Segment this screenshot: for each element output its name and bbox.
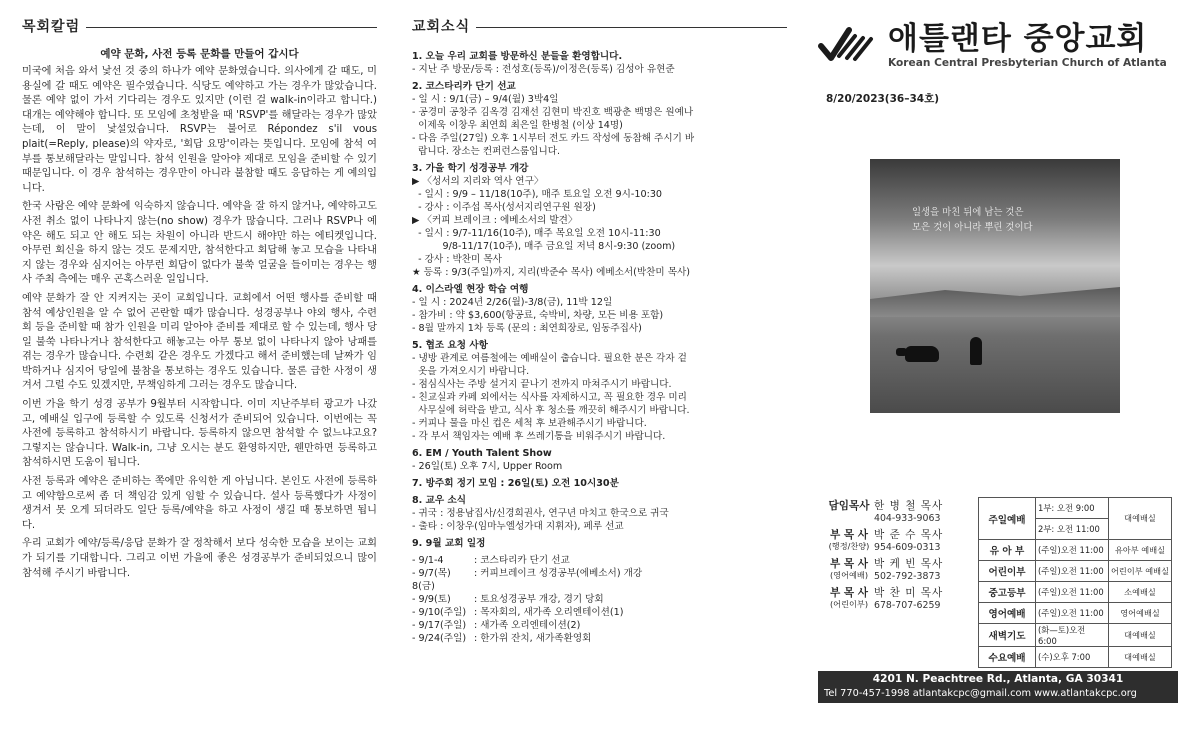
staff-role	[824, 529, 874, 553]
header-rule	[476, 27, 787, 28]
service-time: 2부: 오전 11:00	[1036, 519, 1109, 540]
news-item-title: 5. 협조 요청 사항	[412, 340, 488, 351]
pastor-column-heading: 목회칼럼	[22, 19, 81, 35]
staff-role-title: 부 목 사	[829, 587, 869, 599]
service-time: (주일)오전 11:00	[1036, 561, 1109, 582]
photo-caption-line: 모은 것이 아니라 뿌린 것이다	[912, 222, 1033, 233]
church-news-header	[412, 16, 787, 36]
staff-role-title: 부 목 사	[829, 558, 869, 570]
service-name: 어린이부	[979, 561, 1036, 582]
column-paragraph: 이번 가을 학기 성경 공부가 9월부터 시작합니다. 이미 지난주부터 광고가 나갔고, 예배실 입구에 등록할 수 있도록 신청서가 준비되어 있습니다. 이번에는 꼭 사전에 등록하고 참석하시기 바랍니다. 등록하지 않으면 참석할 수 없느냐고요? 그렇지는 않습니다. Walk-in, 그냥 오시는 분도 환영하지만, 웬만하면 등록하고 참석하시면 도움이 됩니다.	[22, 399, 377, 469]
service-row	[979, 647, 1172, 668]
service-schedule-table	[978, 497, 1172, 668]
service-row	[979, 603, 1172, 624]
news-item-title: 2. 코스타리카 단기 선교	[412, 81, 516, 92]
service-row	[979, 498, 1172, 519]
news-item	[412, 537, 787, 550]
photo-caption-line: 일생을 마친 뒤에 남는 것은	[912, 207, 1024, 218]
news-item-line: - 일 시 : 2024년 2/26(월)-3/8(금), 11박 12일	[412, 297, 613, 308]
news-item-line: - 냉방 관계로 여름철에는 예배실이 춥습니다. 필요한 분은 각자 겉	[412, 353, 687, 364]
service-name: 주일예배	[979, 498, 1036, 540]
news-item-line: 사무실에 허락을 받고, 식사 후 청소를 깨끗히 해주시기 바랍니다.	[412, 405, 690, 416]
schedule-event: : 커피브레이크 성경공부(에베소서) 개강	[474, 568, 643, 579]
service-row	[979, 582, 1172, 603]
news-item-line: ★ 등록 : 9/3(주일)까지, 지리(박준수 목사) 에베소서(박찬미 목사)	[412, 267, 691, 278]
news-item-line: ▶ 〈커피 브레이크 : 에베소서의 발견〉	[412, 215, 578, 226]
staff-role	[824, 500, 874, 524]
staff-role-sub: (행정/찬양)	[828, 541, 870, 551]
church-footer	[818, 671, 1178, 703]
news-item-line: 이제욱 이창우 최연희 최은일 한병철 (이상 14명)	[412, 120, 623, 131]
service-location: 유아부 예배실	[1109, 540, 1172, 561]
service-name: 중고등부	[979, 582, 1036, 603]
news-item-line: 9/8-11/17(10주), 매주 금요일 저녁 8시-9:30 (zoom)	[412, 241, 676, 252]
service-time: 1부: 오전 9:00	[1036, 498, 1109, 519]
staff-phone: 404-933-9063	[874, 513, 941, 524]
schedule-date: - 9/24(주일)	[412, 633, 467, 644]
pastor-column-header	[22, 16, 377, 36]
staff-phone: 678-707-6259	[874, 600, 941, 611]
bulletin-date: 8/20/2023(36–34호)	[826, 93, 940, 105]
news-item-title: 8. 교우 소식	[412, 495, 467, 506]
service-location: 소예배실	[1109, 582, 1172, 603]
staff-role-sub: (어린이부)	[829, 599, 869, 609]
church-name: 애틀랜타 중앙교회	[888, 21, 1148, 57]
news-item-line: - 참가비 : 약 $3,600(항공료, 숙박비, 차량, 모든 비용 포함)	[412, 310, 664, 321]
column-paragraph: 사전 등록과 예약은 준비하는 쪽에만 유익한 게 아닙니다. 본인도 사전에 등록하고 예약함으로써 좀 더 책임감 있게 임할 수 있습니다. 설사 등록했다가 사정이 생겨서 못 오게 되더라도 일단 등록/예약을 하고 사정이 생길 때 통보하면 됩니다.	[22, 476, 377, 531]
news-item-line: - 일시 : 9/9 – 11/18(10주), 매주 토요일 오전 9시-10:30	[412, 189, 663, 200]
schedule-event: : 코스타리카 단기 선교	[474, 555, 570, 566]
staff-role	[824, 587, 874, 611]
column-title: 예약 문화, 사전 등록 문화를 만들어 갑시다	[100, 48, 299, 60]
staff-info	[874, 500, 976, 524]
schedule-date: - 9/10(주일)	[412, 607, 467, 618]
service-row	[979, 540, 1172, 561]
schedule-date: - 9/1-4	[412, 555, 444, 566]
news-item-title: 3. 가을 학기 성경공부 개강	[412, 163, 529, 174]
schedule-row	[412, 619, 787, 632]
staff-info	[874, 558, 976, 582]
news-item	[412, 80, 787, 158]
church-news	[412, 16, 787, 645]
news-item	[412, 283, 787, 335]
header-rule	[86, 27, 377, 28]
staff-row	[824, 558, 976, 582]
service-name: 수요예배	[979, 647, 1036, 668]
staff-phone: 502-792-3873	[874, 571, 941, 582]
schedule-row	[412, 567, 787, 593]
service-time: (주일)오전 11:00	[1036, 582, 1109, 603]
news-item-line: - 지난 주 방문/등록 : 전성호(등록)/이정은(등록) 김성아 유현준	[412, 64, 675, 75]
schedule-row	[412, 606, 787, 619]
staff-info	[874, 529, 976, 553]
cover-photo	[870, 159, 1120, 413]
news-item-title: 1. 오늘 우리 교회를 방문하신 분들을 환영합니다.	[412, 51, 623, 62]
schedule-event: : 토요성경공부 개강, 경기 당회	[474, 594, 604, 605]
church-name-english: Korean Central Presbyterian Church of Atlanta	[888, 57, 1167, 69]
news-item-line: - 26일(토) 오후 7시, Upper Room	[412, 461, 563, 472]
news-item-line: 옷을 가져오시기 바랍니다.	[412, 366, 530, 377]
staff-row	[824, 500, 976, 524]
service-location: 영어예배실	[1109, 603, 1172, 624]
news-item-line: - 점심식사는 주방 설거지 끝나기 전까지 마쳐주시기 바랍니다.	[412, 379, 672, 390]
news-item-line: - 강사 : 이주섭 목사(성서지리연구원 원장)	[412, 202, 596, 213]
staff-phone: 954-609-0313	[874, 542, 941, 553]
photo-hills	[870, 287, 1120, 317]
schedule-date: - 9/17(주일)	[412, 620, 467, 631]
news-item-line: - 친교실과 카페 외에서는 식사를 자제하시고, 꼭 필요한 경우 미리	[412, 392, 687, 403]
church-info	[818, 21, 1178, 699]
column-paragraph: 예약 문화가 잘 안 지켜지는 곳이 교회입니다. 교회에서 어떤 행사를 준비할 때 참석 예상인원을 알 수 없어 곤란할 때가 많습니다. 성경공부나 야외 행사, 수련회 등을 준비할 때 참가 인원을 미리 알아야 준비를 제대로 할 수 있는데, 행사 당일 불쑥 나타나거나 참석한다고 해놓고는 아무 통보 없이 나타나지 않아 낭패를 겪는 경우가 많습니다. 수련회 같은 경우도 가겠다고 해서 준비했는데 날짜가 임박하거나 심지어 당일에 불참을 통보하는 경우도 있습니다. 물론 급한 사정이 생겨서 그럴 수도 있겠지만, 무책임하게 그러는 경우도 많습니다.	[22, 292, 377, 392]
schedule-event: : 목자회의, 새가족 오리엔테이션(1)	[474, 607, 624, 618]
service-name: 영어예배	[979, 603, 1036, 624]
service-location: 대예배실	[1109, 624, 1172, 647]
service-time: (주일)오전 11:00	[1036, 540, 1109, 561]
staff-name: 한 병 철 목사	[874, 500, 944, 512]
news-item-title: 9. 9월 교회 일정	[412, 538, 486, 549]
service-location: 어린이부 예배실	[1109, 561, 1172, 582]
photo-caption	[912, 205, 1033, 235]
staff-name: 박 찬 미 목사	[874, 587, 944, 599]
staff-role	[824, 558, 874, 582]
column-paragraph: 우리 교회가 예약/등록/응답 문화가 잘 정착해서 보다 성숙한 모습을 보이는 교회가 되기를 기대합니다. 그리고 이번 가을에 좋은 성경공부가 준비되었으니 많이 참석해 주시기 바랍니다.	[22, 538, 377, 579]
news-item-line: - 각 부서 책임자는 예배 후 쓰레기통을 비워주시기 바랍니다.	[412, 431, 666, 442]
staff-info	[874, 587, 976, 611]
pastor-column	[22, 16, 377, 585]
service-time: (주일)오전 11:00	[1036, 603, 1109, 624]
schedule-list	[412, 554, 787, 645]
news-item	[412, 50, 787, 76]
staff-role-title: 부 목 사	[829, 529, 869, 541]
schedule-date: - 9/7(목) 8(금)	[412, 568, 451, 592]
column-paragraph: 미국에 처음 와서 낯선 것 중의 하나가 예약 문화였습니다. 의사에게 갈 때도, 미용실에 갈 때도 예약은 필수였습니다. 식당도 예약하고 가는 경우가 많았습니다. 물론 예약 없이 가서 기다리는 경우도 있지만 (이런 걸 walk-in이라고 합니다.) 대개는 예약해야 합니다. 또 모임에 초청받을 때 'RSVP'를 해달라는 경우가 많았는데, 이 말이 낯설었습니다. RSVP는 불어로 Répondez s'il vous plait(=Reply, please)의 약자로, '회답 요망'이라는 뜻입니다. 모임에 참석 여부를 통보해달라는 말입니다. 참석 인원을 알아야 제대로 모임을 준비할 수 있기 때문입니다. 이 경우 참석하는 경우만이 아니라 불참할 때도 응답하는 게 예의입니다.	[22, 66, 377, 194]
schedule-event: : 한가위 잔치, 새가족환영회	[474, 633, 592, 644]
news-item-line: - 커피나 물을 마신 컵은 세척 후 보관해주시기 바랍니다.	[412, 418, 647, 429]
schedule-event: : 새가족 오리엔테이션(2)	[474, 620, 581, 631]
news-item	[412, 447, 787, 473]
news-item	[412, 162, 787, 279]
news-item-title: 4. 이스라엘 현장 학습 여행	[412, 284, 529, 295]
staff-name: 박 준 수 목사	[874, 529, 944, 541]
church-logo	[818, 22, 1178, 69]
news-item-title: 6. EM / Youth Talent Show	[412, 448, 552, 459]
news-list	[412, 50, 787, 550]
staff-role-title: 담임목사	[828, 500, 870, 512]
news-item-line: - 귀국 : 정용남집사/신경희권사, 연구년 마치고 한국으로 귀국	[412, 508, 669, 519]
staff-role-sub: (영어예배)	[829, 570, 869, 580]
column-paragraph: 한국 사람은 예약 문화에 익숙하지 않습니다. 예약을 잘 하지 않거나, 예약하고도 사전 취소 없이 나타나지 않는(no show) 경우가 많습니다. 그러나 RSVP나 예약은 해도 되고 안 해도 되는 차원이 아니라 반드시 해야만 하는 에티켓입니다. 아무런 회신을 하지 않는 것도 문제지만, 참석한다고 회답해 놓고 모습을 나타내지 않는 경우와 심지어는 아무런 회답이 없다가 불쑥 얼굴을 들이미는 경우는 행사 주최 측에는 매우 곤혹스러운 일입니다.	[22, 201, 377, 286]
news-item-line: - 일 시 : 9/1(금) – 9/4(월) 3박4일	[412, 94, 559, 105]
church-news-heading: 교회소식	[412, 19, 471, 35]
service-time: (수)오후 7:00	[1036, 647, 1109, 668]
service-time: (화—토)오전 6:00	[1036, 624, 1109, 647]
church-contact: Tel 770-457-1998 atlantakcpc@gmail.com www.atlantakcpc.org	[824, 688, 1137, 699]
news-item	[412, 494, 787, 533]
schedule-row	[412, 554, 787, 567]
service-location: 대예배실	[1109, 647, 1172, 668]
service-row	[979, 624, 1172, 647]
service-row	[979, 561, 1172, 582]
schedule-row	[412, 593, 787, 606]
news-item-line: - 강사 : 박찬미 목사	[412, 254, 502, 265]
staff-name: 박 케 빈 목사	[874, 558, 944, 570]
news-item-line: - 공경미 공창주 김옥경 김재선 김현미 박진호 백광춘 백명은 원예나	[412, 107, 694, 118]
church-logo-icon	[818, 24, 880, 68]
photo-farmer	[970, 337, 982, 365]
news-item-line: - 8월 말까지 1차 등록 (문의 : 최연희장로, 임동주집사)	[412, 323, 642, 334]
news-item-title: 7. 방주회 정기 모임 : 26일(토) 오전 10시30분	[412, 478, 619, 489]
news-item-line: ▶ 〈성서의 지리와 역사 연구〉	[412, 176, 544, 187]
news-item	[412, 477, 787, 490]
service-name: 유 아 부	[979, 540, 1036, 561]
schedule-row	[412, 632, 787, 645]
staff-row	[824, 529, 976, 553]
photo-ox	[905, 346, 939, 362]
service-location: 대예배실	[1109, 498, 1172, 540]
staff-list	[824, 500, 976, 616]
church-address: 4201 N. Peachtree Rd., Atlanta, GA 30341	[872, 673, 1124, 685]
news-item-line: - 다음 주일(27일) 오후 1시부터 전도 카드 작성에 동참해 주시기 바	[412, 133, 695, 144]
news-item-line: - 일시 : 9/7-11/16(10주), 매주 목요일 오전 10시-11:30	[412, 228, 661, 239]
news-item	[412, 339, 787, 443]
schedule-date: - 9/9(토)	[412, 594, 451, 605]
news-item-line: - 출타 : 이창우(임마누엘성가대 지휘자), 페루 선교	[412, 521, 624, 532]
news-item-line: 랍니다. 장소는 컨퍼런스룸입니다.	[412, 146, 561, 157]
staff-row	[824, 587, 976, 611]
service-name: 새벽기도	[979, 624, 1036, 647]
